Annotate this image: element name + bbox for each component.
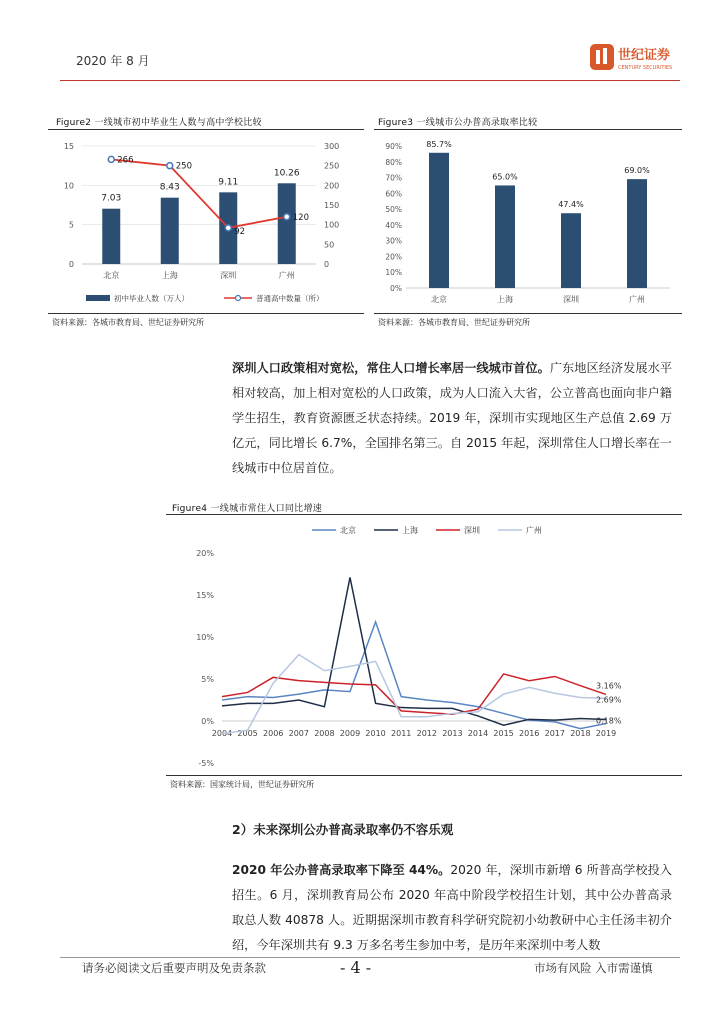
fig3-tick-label: 40% <box>385 220 402 230</box>
fig3-category-label: 深圳 <box>563 295 579 304</box>
fig3-category-label: 上海 <box>497 295 513 304</box>
fig4-tick-label: 20% <box>196 549 214 558</box>
fig2-right-tick-label: 300 <box>324 142 340 151</box>
fig4-legend-label: 深圳 <box>464 526 480 535</box>
fig4-x-label: 2007 <box>288 729 309 738</box>
fig3-title: Figure3 一线城市公办普高录取率比较 <box>378 118 538 128</box>
fig2-bar <box>102 209 120 264</box>
fig4-x-label: 2004 <box>211 729 233 738</box>
logo-text-en: CENTURY SECURITIES <box>618 65 673 71</box>
fig4-end-label: 3.16% <box>596 681 622 691</box>
fig2-category-label: 广州 <box>278 271 295 280</box>
fig2-left-tick-label: 10 <box>63 181 74 191</box>
fig2-bar <box>278 183 296 264</box>
paragraph-admission <box>232 858 672 958</box>
paragraph-population-lead: 深圳人口政策相对宽松，常住人口增长率居一线城市首位。 <box>232 361 550 375</box>
fig2-right-tick-label: 0 <box>324 260 330 269</box>
fig2-legend-bar-swatch <box>86 295 110 301</box>
fig2-right-tick-label: 200 <box>324 181 340 191</box>
paragraph-admission-lead: 2020 年公办普高录取率下降至 44%。 <box>232 863 451 877</box>
fig4-x-label: 2019 <box>595 729 617 738</box>
company-logo <box>588 40 708 74</box>
fig2-school-point <box>225 225 231 231</box>
fig3-bar-label: 47.4% <box>558 200 584 210</box>
fig3-source: 资料来源：各城市教育局、世纪证券研究所 <box>378 318 530 327</box>
fig3-bar-label: 85.7% <box>426 139 452 149</box>
fig3-tick-label: 10% <box>385 268 402 278</box>
fig2-left-tick-label: 15 <box>63 142 74 151</box>
fig2-legend-bar-label: 初中毕业人数（万人） <box>114 294 189 303</box>
fig4-tick-label: -5% <box>198 759 214 768</box>
fig4-tick-label: 10% <box>196 633 214 642</box>
fig2-bar-label: 10.26 <box>273 168 300 179</box>
fig4-chart <box>166 517 682 773</box>
header-date: 2020 年 8 月 <box>76 54 150 68</box>
fig2-bar <box>161 198 179 264</box>
fig2-category-label: 北京 <box>103 271 120 280</box>
fig3-tick-label: 90% <box>385 142 402 151</box>
fig2-school-point <box>284 214 290 220</box>
fig3-bar <box>627 179 647 288</box>
footer-risk-note: 市场有风险 入市需谨慎 <box>534 961 653 975</box>
fig4-x-label: 2012 <box>416 729 437 738</box>
fig3-tick-label: 20% <box>385 252 402 262</box>
fig4-x-label: 2017 <box>544 729 565 738</box>
fig2-bar-label: 7.03 <box>101 193 122 204</box>
fig2-school-line <box>111 159 287 227</box>
fig3-bar <box>495 185 515 288</box>
fig2-bar-label: 9.11 <box>218 177 239 188</box>
fig2-school-label: 266 <box>117 155 134 166</box>
fig2-category-label: 深圳 <box>220 271 237 280</box>
fig4-end-label: 0.18% <box>596 716 622 726</box>
fig4-source: 资料来源：国家统计局，世纪证券研究所 <box>170 780 314 789</box>
fig4-x-label: 2010 <box>365 729 386 738</box>
logo-mark-icon <box>590 44 614 70</box>
fig4-title: Figure4 一线城市常住人口同比增速 <box>172 504 323 514</box>
fig2-right-tick-label: 100 <box>324 220 340 230</box>
fig3-bar-label: 65.0% <box>492 172 518 182</box>
paragraph-admission-body: 2020 年，深圳市新增 6 所普高学校投入招生。6 月，深圳教育局公布 2020 年高中阶段学校招生计划，其中公办普高录取总人数 40878 人。近期据深圳市教育科学研究院初小幼教研中心主任汤丰初介绍，今年深圳共有 9.3 万多名考生参加中考，是历年来深圳中考人数 <box>232 863 672 952</box>
footer-disclaimer: 请务必阅读文后重要声明及免责条款 <box>82 961 266 975</box>
fig3-chart <box>374 132 682 312</box>
paragraph-population-body: 广东地区经济发展水平相对较高，加上相对宽松的人口政策，成为人口流入大省，公立普高也面向非户籍学生招生，教育资源匮乏状态持续。2019 年，深圳市实现地区生产总值 2.69 万亿元，同比增长 6.7%，全国排名第三。自 2015 年起，深圳常住人口增长率在一线城市中位居首位。 <box>232 361 673 475</box>
fig4-x-label: 2013 <box>442 729 463 738</box>
fig2-right-tick-label: 150 <box>324 201 340 210</box>
fig4-x-label: 2016 <box>519 729 540 738</box>
fig2-right-tick-label: 50 <box>324 240 335 250</box>
fig4-x-label: 2005 <box>237 729 258 738</box>
logo-text-cn: 世纪证券 <box>618 48 671 63</box>
fig4-x-label: 2014 <box>467 729 489 738</box>
header-divider <box>60 80 680 81</box>
paragraph-population <box>232 356 672 481</box>
fig2-category-label: 上海 <box>161 271 178 280</box>
fig4-x-label: 2018 <box>570 729 591 738</box>
fig2-legend-line-label: 普通高中数量（所） <box>256 294 324 303</box>
fig2-right-tick-label: 250 <box>324 161 340 171</box>
fig2-school-label: 120 <box>292 212 309 223</box>
fig4-tick-label: 0% <box>201 717 214 726</box>
fig3-tick-label: 50% <box>385 205 402 215</box>
fig4-x-label: 2011 <box>391 729 412 738</box>
page-number: - 4 - <box>340 958 372 977</box>
fig2-title: Figure2 一线城市初中毕业生人数与高中学校比较 <box>56 118 262 128</box>
fig4-end-label: 2.69% <box>596 695 622 705</box>
fig3-bar-label: 69.0% <box>624 166 650 176</box>
fig4-x-label: 2015 <box>493 729 514 738</box>
fig2-chart <box>48 132 364 312</box>
fig4-series-line-上海 <box>222 577 606 725</box>
fig3-category-label: 北京 <box>431 295 447 304</box>
fig3-tick-label: 80% <box>385 157 402 167</box>
fig4-x-label: 2008 <box>314 729 335 738</box>
fig3-tick-label: 70% <box>385 173 402 183</box>
fig4-legend-label: 广州 <box>526 526 542 535</box>
fig4-x-label: 2006 <box>263 729 284 738</box>
fig3-category-label: 广州 <box>629 295 645 304</box>
fig3-tick-label: 0% <box>390 284 402 293</box>
section-heading: 2）未来深圳公办普高录取率仍不容乐观 <box>232 822 454 837</box>
fig2-school-point <box>108 156 114 162</box>
fig4-tick-label: 5% <box>201 675 214 684</box>
fig3-tick-label: 30% <box>385 236 402 246</box>
fig4-x-label: 2009 <box>339 729 361 738</box>
fig4-legend-label: 上海 <box>402 526 418 535</box>
fig2-source: 资料来源：各城市教育局、世纪证券研究所 <box>52 318 204 327</box>
fig2-left-tick-label: 5 <box>68 220 74 230</box>
fig2-bar-label: 8.43 <box>159 182 180 193</box>
fig2-legend-line-marker <box>236 296 241 301</box>
fig2-school-point <box>167 163 173 169</box>
fig4-tick-label: 15% <box>196 591 214 600</box>
fig3-bar <box>429 153 449 288</box>
fig2-school-label: 92 <box>234 226 246 237</box>
fig2-school-label: 250 <box>175 161 192 172</box>
fig4-legend-label: 北京 <box>340 526 356 535</box>
fig3-bar <box>561 213 581 288</box>
fig2-left-tick-label: 0 <box>68 260 74 269</box>
fig3-tick-label: 60% <box>385 189 402 199</box>
